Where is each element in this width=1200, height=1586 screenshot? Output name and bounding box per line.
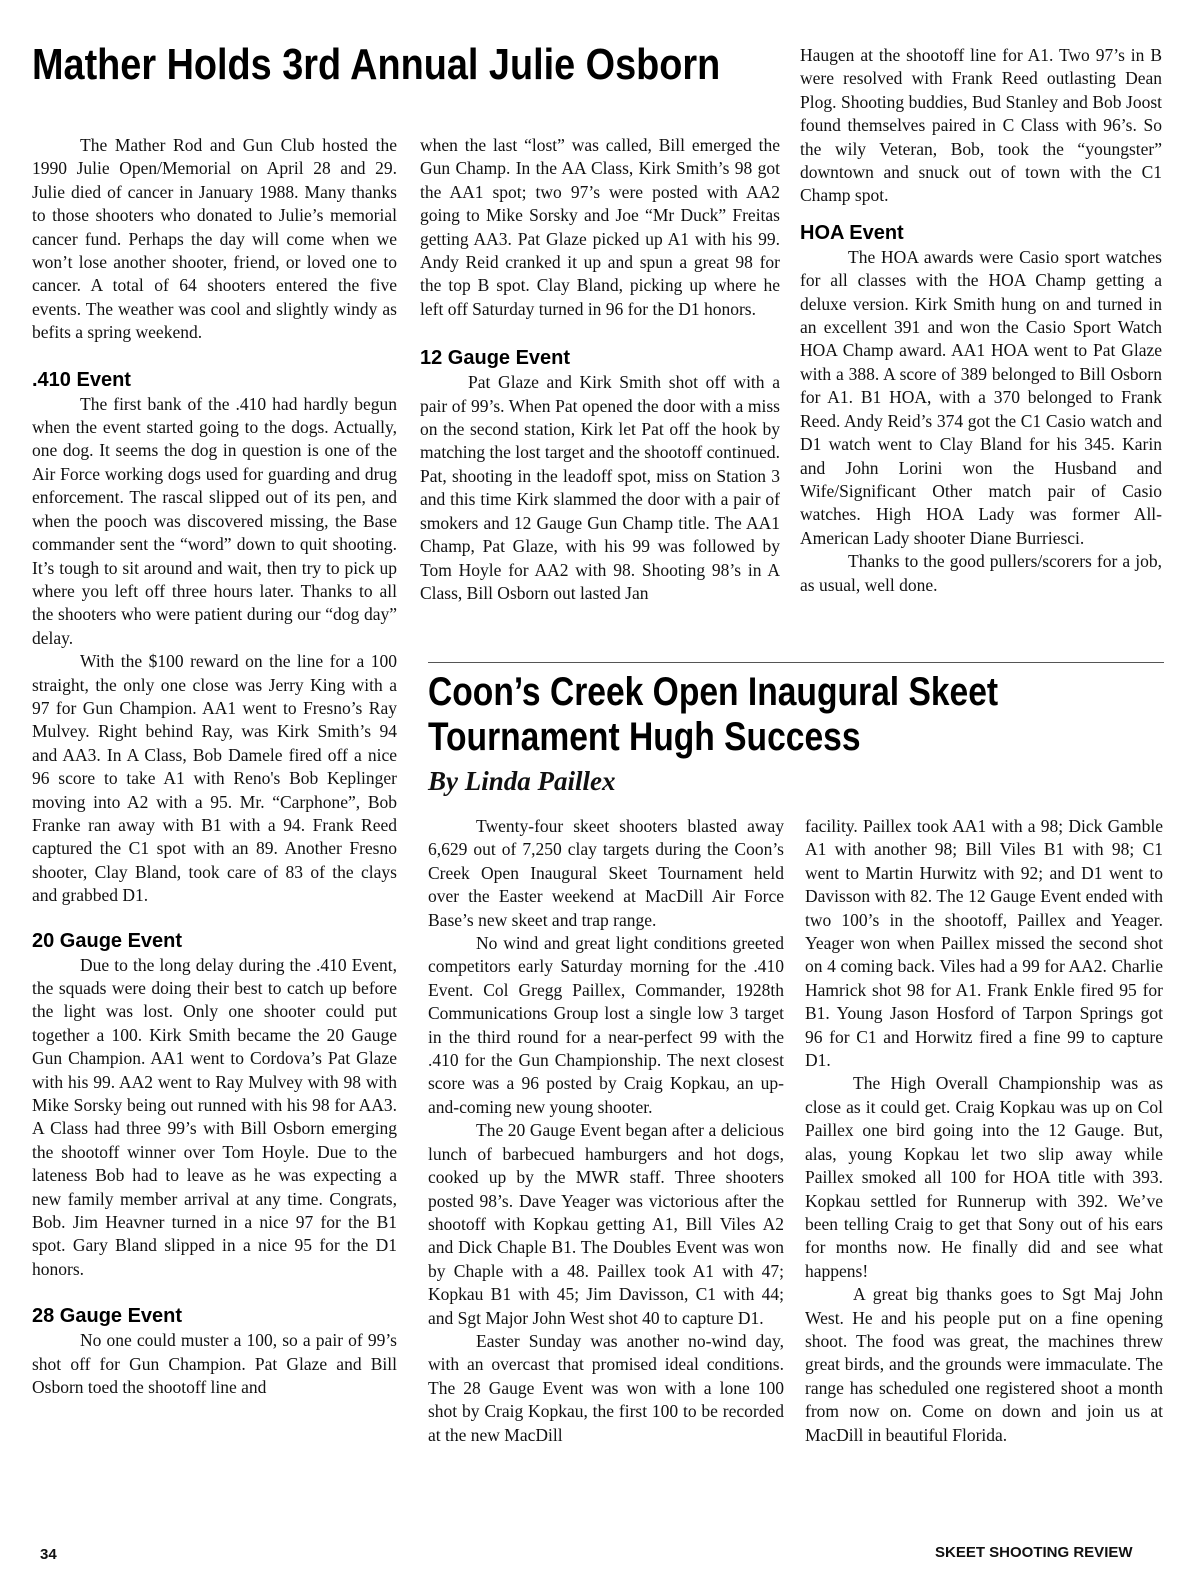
section-heading-20-gauge: 20 Gauge Event [32,929,183,952]
article2-column-2 [805,815,1163,1447]
paragraph: No wind and great light conditions greeted competitors early Saturday morning for the .410 Event. Col Gregg Paillex, Commander, 1928th Communications Group lost a single low 3 target in the third round for a near-perfect 99 with the .410 for the Gun Championship. The next closest score was a 96 posted by Craig Kopkau, an up-and-coming new young shooter. [428,933,784,1117]
paragraph: The 20 Gauge Event began after a delicious lunch of barbecued hamburgers and hot dogs, cooked up by the MWR staff. Three shooters posted 98’s. Dave Yeager was victorious after the shootoff with Kopkau getting A1, Bill Viles A2 and Dick Chaple B1. The Doubles Event was won by Chaple with a 48. Paillex took A1 with 47; Kopkau B1 with 45; Jim Davisson, C1 with 44; and Sgt Major John West shot 40 to capture D1. [428,1120,784,1328]
section-heading-410: .410 Event [32,368,131,391]
paragraph: The High Overall Championship was as close as it could get. Craig Kopkau was up on Col Paillex one bird going into the 12 Gauge. But, alas, young Kopkau let two slip away while Paillex smoked all 100 for HOA title with 393. Kopkau settled for Runnerup with 392. We’ve been telling Craig to get that Sony out of his ears for months now. He finally did and see what happens! [805,1073,1163,1281]
article1-column-3 [800,44,1162,597]
paragraph: No one could muster a 100, so a pair of 99’s shot off for Gun Champion. Pat Glaze and Bill Osborn toed the shootoff line and [32,1330,397,1398]
paragraph: Thanks to the good pullers/scorers for a job, as usual, well done. [800,551,1162,595]
section-heading-28-gauge: 28 Gauge Event [32,1305,183,1328]
paragraph: Haugen at the shootoff line for A1. Two 97’s in B were resolved with Frank Reed outlasting Dean Plog. Shooting buddies, Bud Stanley and Bob Joost found themselves paired in C Class with 96’s. So the wily Veteran, Bob, took the “youngster” downtown and snuck out of town with the C1 Champ spot. [800,45,1162,206]
paragraph: With the $100 reward on the line for a 100 straight, the only one close was Jerry King with a 97 for Gun Champion. AA1 went to Fresno’s Ray Mulvey. Right behind Ray, was Kirk Smith’s 94 and AA3. In A Class, Bob Damele fired off a nice 96 score to take A1 with Reno's Bob Keplinger moving into A2 with a 95. Mr. “Carphone”, Bob Franke ran away with B1 with a 94. Frank Reed captured the C1 spot with an 89. Another Fresno shooter, Clay Bland, took care of 83 of the clays and grabbed D1. [32,651,397,906]
paragraph: facility. Paillex took AA1 with a 98; Dick Gamble A1 with another 98; Bill Viles B1 with 98; C1 went to Martin Hurwitz with 92; and D1 went to Davisson with 82. The 12 Gauge Event ended with two 100’s in the shootoff, Paillex and Yeager. Yeager won when Paillex missed the second shot on 4 coming back. Viles had a 99 for AA2. Charlie Hamrick shot 98 for A1. Frank Enkle fired 95 for B1. Young Jason Hosford of Tarpon Springs got 96 for C1 and Horwitz fired a fine 99 to capture D1. [805,816,1163,1071]
article2-title-line-1: Coon’s Creek Open Inaugural Skeet [428,670,999,714]
paragraph: when the last “lost” was called, Bill emerged the Gun Champ. In the AA Class, Kirk Smith’s 98 got the AA1 spot; two 97’s were posted with AA2 going to Mike Sorsky and Joe “Mr Duck” Freitas getting AA3. Pat Glaze picked up A1 with his 99. Andy Reid cranked it up and spun a great 98 for the top B spot. Clay Bland, picking up where he left off Saturday turned in 96 for the D1 honors. [420,135,780,319]
article2-title-line-2: Tournament Hugh Success [428,715,861,759]
article2-column-1 [428,815,784,1447]
article1-column-1 [32,134,397,1400]
section-heading-hoa: HOA Event [800,221,904,244]
article-divider [428,662,1164,663]
paragraph: Due to the long delay during the .410 Event, the squads were doing their best to catch up before the light was lost. Only one shooter could put together a 100. Kirk Smith became the 20 Gauge Gun Champion. AA1 went to Cordova’s Pat Glaze with his 99. AA2 went to Ray Mulvey with 98 with Mike Sorsky being out runned with his 98 for AA3. A Class had three 99’s with Bill Osborn emerging the shootoff winner over Tom Hoyle. Due to the lateness Bob had to leave as he was expecting a new family member arrival at any time. Congrats, Bob. Jim Heavner turned in a nice 97 for the B1 spot. Gary Bland slipped in a nice 95 for the D1 honors. [32,954,397,1279]
byline: By Linda Paillex [428,766,616,796]
paragraph: Easter Sunday was another no-wind day, with an overcast that promised ideal conditions. The 28 Gauge Event was won with a lone 100 shot by Craig Kopkau, the first 100 to be recorded at the new MacDill [428,1330,784,1445]
paragraph: A great big thanks goes to Sgt Maj John West. He and his people put on a fine opening shoot. The food was great, the machines threw great birds, and the grounds were immaculate. The range has scheduled one registered shoot a month from now on. Come on down and join us at MacDill in beautiful Florida. [805,1284,1163,1445]
paragraph: The first bank of the .410 had hardly begun when the event started going to the dogs. Actually, one dog. It seems the dog in question is one of the Air Force working dogs used for guarding and drug enforcement. The rascal slipped out of its pen, and when the pooch was discovered missing, the Base commander sent the “word” down to quit shooting. It’s tough to sit around and wait, then try to pick up where you left off three hours later. Thanks to all the shooters who were patient during our “dog day” delay. [32,393,397,648]
intro-paragraph: The Mather Rod and Gun Club hosted the 1990 Julie Open/Memorial on April 28 and 29. Julie died of cancer in January 1988. Many thanks to those shooters who donated to Julie’s memorial cancer fund. Perhaps the day will come when we won’t lose another shooter, friend, or loved one to cancer. A total of 64 shooters entered the five events. The weather was cool and slightly windy as befits a spring weekend. [32,135,397,343]
paragraph: The HOA awards were Casio sport watches for all classes with the HOA Champ getting a deluxe version. Kirk Smith hung on and turned in an excellent 391 and won the Casio Sport Watch HOA Champ award. AA1 HOA went to Pat Glaze with a 388. A score of 389 belonged to Bill Osborn for A1. B1 HOA, with a 370 belonged to Frank Reed. Andy Reid’s 374 got the C1 Casio watch and D1 watch went to Clay Bland for his 345. Karin and John Lorini won the Husband and Wife/Significant Other match pair of Casio watches. High HOA Lady was former All-American Lady shooter Diane Burriesci. [800,246,1162,548]
article-title: Mather Holds 3rd Annual Julie Osborn [32,40,721,89]
publication-name: SKEET SHOOTING REVIEW [935,1544,1133,1561]
page-number: 34 [40,1546,57,1563]
paragraph: Twenty-four skeet shooters blasted away 6,629 out of 7,250 clay targets during the Coon’s Creek Open Inaugural Skeet Tournament held over the Easter weekend at MacDill Air Force Base’s new skeet and trap range. [428,816,784,930]
article1-column-2 [420,134,780,605]
paragraph: Pat Glaze and Kirk Smith shot off with a pair of 99’s. When Pat opened the door with a miss on the second station, Kirk let Pat off the hook by matching the lost target and the shootoff continued. Pat, shooting in the leadoff spot, miss on Station 3 and this time Kirk slammed the door with a pair of smokers and 12 Gauge Gun Champ title. The AA1 Champ, Pat Glaze, with his 99 was followed by Tom Hoyle for AA2 with 98. Shooting 98’s in A Class, Bill Osborn out lasted Jan [420,372,780,603]
section-heading-12-gauge: 12 Gauge Event [420,347,571,370]
